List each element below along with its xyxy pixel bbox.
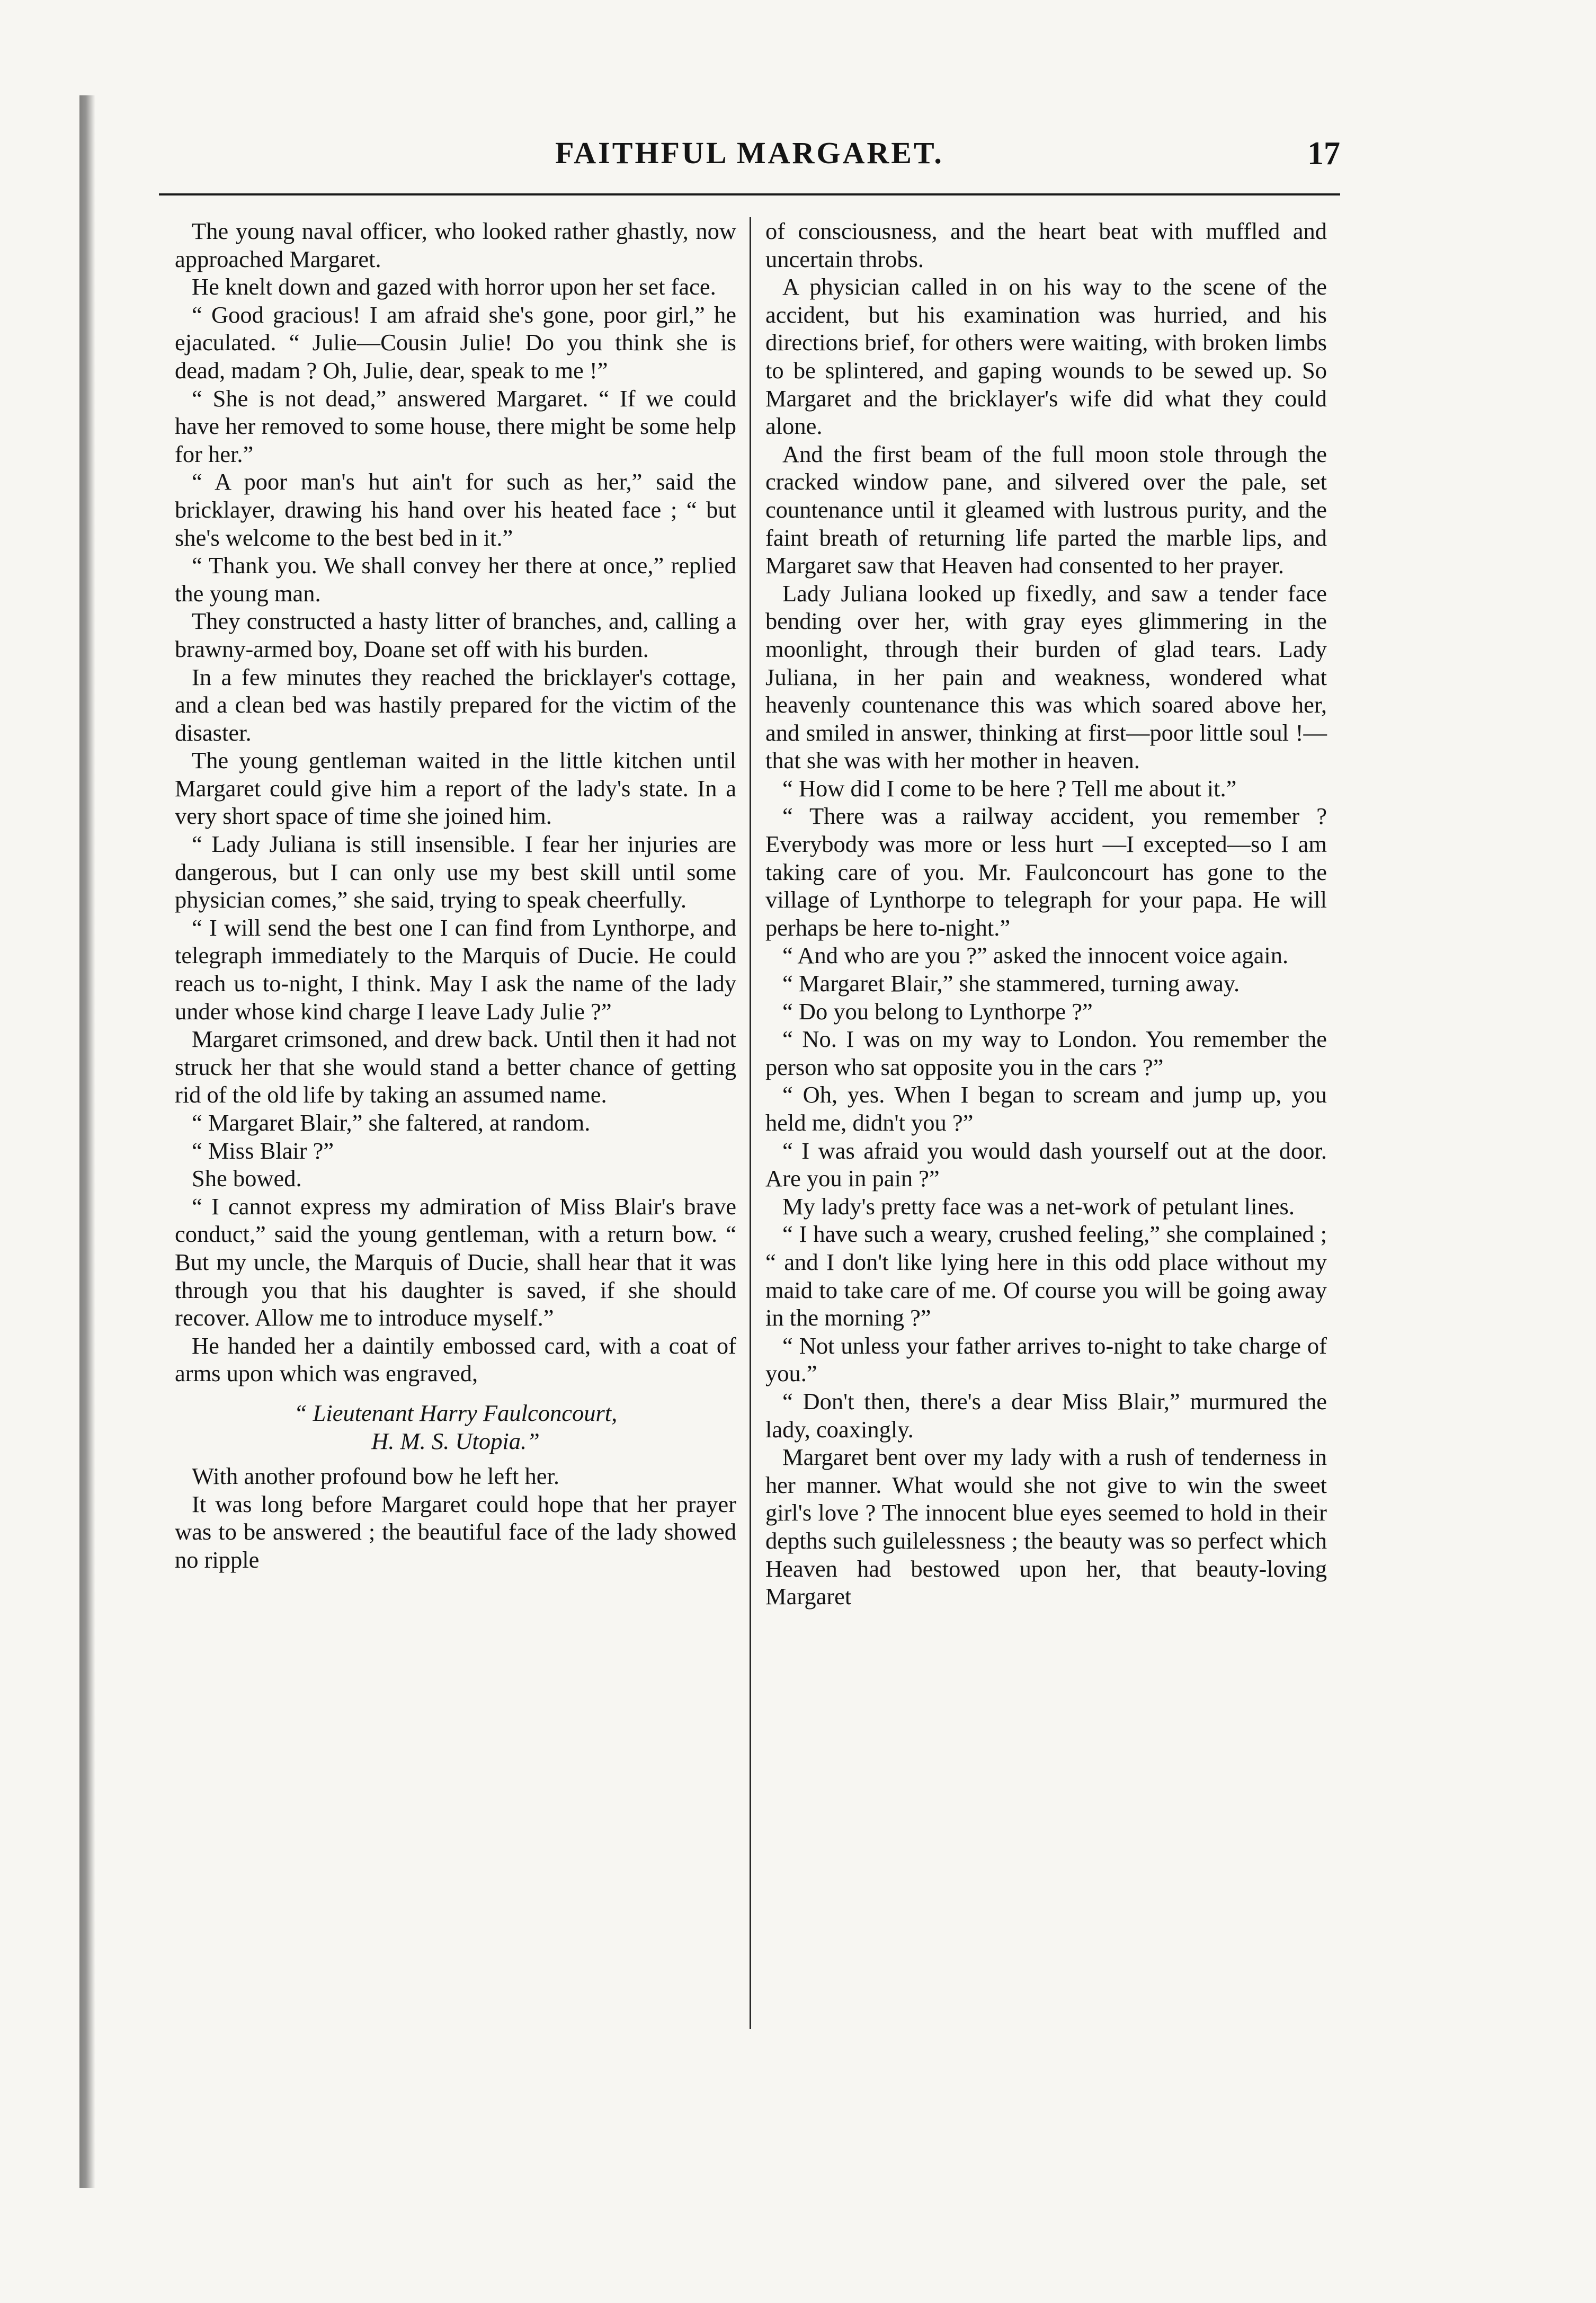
paragraph: Margaret bent over my lady with a rush of tenderness in her manner. What would she not give to win the sweet girl's love ? The innocent blue eyes seemed to hold in their depths such guilelessness ; the beauty was so perfect which Heaven had bestowed upon her, that beauty-loving Margaret [765,1444,1327,1610]
paragraph: Margaret crimsoned, and drew back. Until then it had not struck her that she would stand a better chance of getting rid of the old life by taking an assumed name. [175,1026,736,1108]
header-rule [159,193,1340,195]
paragraph: My lady's pretty face was a net-work of petulant lines. [782,1193,1295,1220]
column-divider [750,217,751,2029]
paragraph: “ Lady Juliana is still insensible. I fear her injuries are dangerous, but I can only use my best skill until some physician comes,” she said, trying to speak cheerfully. [175,831,736,913]
paragraph: “ No. I was on my way to London. You remember the person who sat opposite you in the cars ?” [765,1026,1327,1080]
paragraph: With another profound bow he left her. [192,1463,559,1490]
running-header [159,135,1340,183]
paragraph: The young naval officer, who looked rather ghastly, now approached Margaret. [175,218,736,272]
card-name-line: “ Lieutenant Harry Faulconcourt, [293,1399,618,1426]
paragraph: “ I cannot express my admiration of Miss Blair's brave conduct,” said the young gentleman, with a return bow. “ But my uncle, the Marquis of Ducie, shall hear that it was through you that his daughter is saved, if she should recover. Allow me to introduce myself.” [175,1193,736,1331]
paragraph: They constructed a hasty litter of branches, and, calling a brawny-armed boy, Doane set off with his burden. [175,608,736,662]
paragraph: “ I have such a weary, crushed feeling,” she complained ; “ and I don't like lying here in this odd place without my maid to take care of me. Of course you will be going away in the morning ?” [765,1221,1327,1331]
binding-shadow [79,95,95,2188]
paragraph: “ Not unless your father arrives to-night to take charge of you.” [765,1332,1327,1387]
paragraph: “ Good gracious! I am afraid she's gone, poor girl,” he ejaculated. “ Julie—Cousin Julie! Do you think she is dead, madam ? Oh, Julie, dear, speak to me !” [175,301,736,384]
paragraph: “ Miss Blair ?” [192,1137,334,1164]
paragraph: “ Oh, yes. When I began to scream and jump up, you held me, didn't you ?” [765,1081,1327,1136]
paragraph: “ Don't then, there's a dear Miss Blair,” murmured the lady, coaxingly. [765,1388,1327,1443]
paragraph: “ Margaret Blair,” she stammered, turning away. [782,970,1240,997]
paragraph: “ A poor man's hut ain't for such as her,” said the bricklayer, drawing his hand over his heated face ; “ but she's welcome to the best bed in it.” [175,468,736,551]
paragraph: He handed her a daintily embossed card, with a coat of arms upon which was engraved, [175,1332,736,1387]
calling-card-text [175,1399,736,1455]
paragraph: “ Margaret Blair,” she faltered, at random. [192,1109,591,1136]
page-number: 17 [1307,136,1340,172]
paragraph: Lady Juliana looked up fixedly, and saw a tender face bending over her, with gray eyes glimmering in the moonlight, through their burden of glad tears. Lady Juliana, in her pain and weakness, wondered what heavenly countenance this was which soared above her, and smiled in answer, thinking at first—poor little soul !—that she was with her mother in heaven. [765,580,1327,774]
paragraph: In a few minutes they reached the bricklayer's cottage, and a clean bed was hastily prepared for the victim of the disaster. [175,663,736,746]
paragraph: She bowed. [192,1165,302,1192]
card-ship-line: H. M. S. Utopia.” [371,1427,540,1454]
paragraph: “ And who are you ?” asked the innocent voice again. [782,942,1289,969]
paragraph: He knelt down and gazed with horror upon her set face. [192,273,716,300]
left-column [175,217,736,1574]
paragraph: “ I will send the best one I can find from Lynthorpe, and telegraph immediately to the Marquis of Ducie. He could reach us to-night, I think. May I ask the name of the lady under whose kind charge I leave Lady Julie ?” [175,914,736,1025]
paragraph: “ There was a railway accident, you remember ? Everybody was more or less hurt —I excepted—so I am taking care of you. Mr. Faulconcourt has gone to the village of Lynthorpe to telegraph for your papa. He will perhaps be here to-night.” [765,803,1327,941]
running-title: FAITHFUL MARGARET. [555,136,944,170]
paragraph: “ She is not dead,” answered Margaret. “ If we could have her removed to some house, there might be some help for her.” [175,385,736,467]
paragraph: A physician called in on his way to the scene of the accident, but his examination was hurried, and his directions brief, for others were waiting, with broken limbs to be splintered, and gaping wounds to be sewed up. So Margaret and the bricklayer's wife did what they could alone. [765,273,1327,440]
paragraph: It was long before Margaret could hope that her prayer was to be answered ; the beautiful face of the lady showed no ripple [175,1490,736,1573]
paragraph: “ I was afraid you would dash yourself out at the door. Are you in pain ?” [765,1137,1327,1192]
paragraph: The young gentleman waited in the little kitchen until Margaret could give him a report of the lady's state. In a very short space of time she joined him. [175,747,736,830]
paragraph: And the first beam of the full moon stole through the cracked window pane, and silvered over the pale, set countenance until it gleamed with lustrous purity, and the faint breath of returning life parted the marble lips, and Margaret saw that Heaven had consented to her prayer. [765,440,1327,579]
right-column [765,217,1327,1611]
paragraph: “ Thank you. We shall convey her there at once,” replied the young man. [175,552,736,607]
paragraph: of consciousness, and the heart beat with muffled and uncertain throbs. [765,218,1327,272]
paragraph: “ How did I come to be here ? Tell me about it.” [782,775,1237,802]
paragraph: “ Do you belong to Lynthorpe ?” [782,998,1093,1025]
